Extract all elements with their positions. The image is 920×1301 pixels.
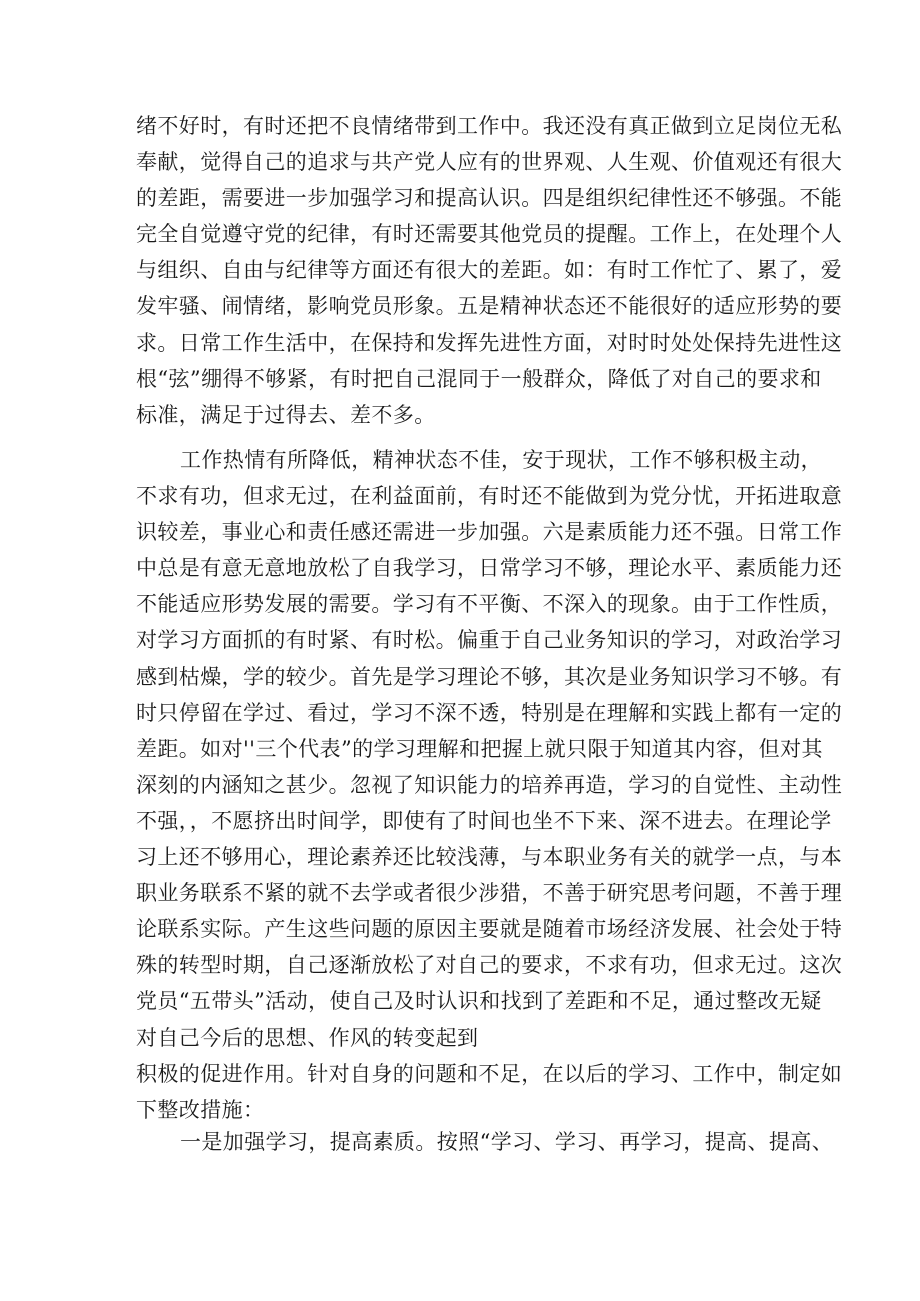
text-line: 求。日常工作生活中，在保持和发挥先进性方面，对时时处处保持先进性这 <box>136 330 843 355</box>
text-line: 工作热情有所降低，精神状态不佳，安于现状，工作不够积极主动， <box>180 448 822 472</box>
text-line: 深刻的内涵知之甚少。忽视了知识能力的培养再造，学习的自觉性、主动性 <box>136 772 843 797</box>
text-line: 对学习方面抓的有时紧、有时松。偏重于自己业务知识的学习，对政治学习 <box>136 628 843 653</box>
text-line: 下整改措施： <box>136 1097 265 1122</box>
text-line: 中总是有意无意地放松了自我学习，日常学习不够，理论水平、素质能力还 <box>136 556 843 581</box>
text-line: 不求有功，但求无过，在利益面前，有时还不能做到为党分忧，开拓进取意 <box>136 484 843 509</box>
text-line: 不能适应形势发展的需要。学习有不平衡、不深入的现象。由于工作性质， <box>136 592 843 617</box>
text-line: 党员“五带头”活动，使自己及时认识和找到了差距和不足，通过整改无疑 <box>136 989 822 1014</box>
text-line: 不强，，不愿挤出时间学，即使有了时间也坐不下来、深不进去。在理论学 <box>136 808 832 833</box>
paragraph-2 <box>136 442 843 1128</box>
paragraph-3 <box>136 1124 834 1160</box>
text-line: 标准，满足于过得去、差不多。 <box>136 402 436 427</box>
paragraph-1 <box>136 108 843 433</box>
text-line: 的差距，需要进一步加强学习和提高认识。四是组织纪律性还不够强。不能 <box>136 186 843 211</box>
text-line: 完全自觉遵守党的纪律，有时还需要其他党员的提醒。工作上，在处理个人 <box>136 222 843 247</box>
text-line: 差距。如对''三个代表”的学习理解和把握上就只限于知道其内容，但对其 <box>136 736 823 761</box>
text-line: 殊的转型时期，自己逐渐放松了对自己的要求，不求有功，但求无过。这次 <box>136 953 843 978</box>
text-line: 时只停留在学过、看过，学习不深不透，特别是在理解和实践上都有一定的 <box>136 700 843 725</box>
text-line: 对自己今后的思想、作风的转变起到 <box>136 1025 479 1050</box>
text-line: 奉献，觉得自己的追求与共产党人应有的世界观、人生观、价值观还有很大 <box>136 150 843 175</box>
text-line: 论联系实际。产生这些问题的原因主要就是随着市场经济发展、社会处于特 <box>136 917 843 942</box>
text-line: 职业务联系不紧的就不去学或者很少涉猎，不善于研究思考问题，不善于理 <box>136 881 843 906</box>
text-line: 一是加强学习，提高素质。按照“学习、学习、再学习，提高、提高、 <box>180 1130 834 1154</box>
text-line: 发牢骚、闹情绪，影响党员形象。五是精神状态还不能很好的适应形势的要 <box>136 294 843 319</box>
text-line: 绪不好时，有时还把不良情绪带到工作中。我还没有真正做到立足岗位无私 <box>136 114 843 138</box>
text-line: 习上还不够用心，理论素养还比较浅薄，与本职业务有关的就学一点，与本 <box>136 845 843 870</box>
text-line: 识较差，事业心和责任感还需进一步加强。六是素质能力还不强。日常工作 <box>136 520 843 545</box>
text-line: 根“弦”绷得不够紧，有时把自己混同于一般群众，降低了对自己的要求和 <box>136 366 822 391</box>
text-line: 与组织、自由与纪律等方面还有很大的差距。如：有时工作忙了、累了，爱 <box>136 258 843 283</box>
text-line: 感到枯燥，学的较少。首先是学习理论不够，其次是业务知识学习不够。有 <box>136 664 843 689</box>
text-line: 积极的促进作用。针对自身的问题和不足，在以后的学习、工作中，制定如 <box>136 1061 843 1086</box>
